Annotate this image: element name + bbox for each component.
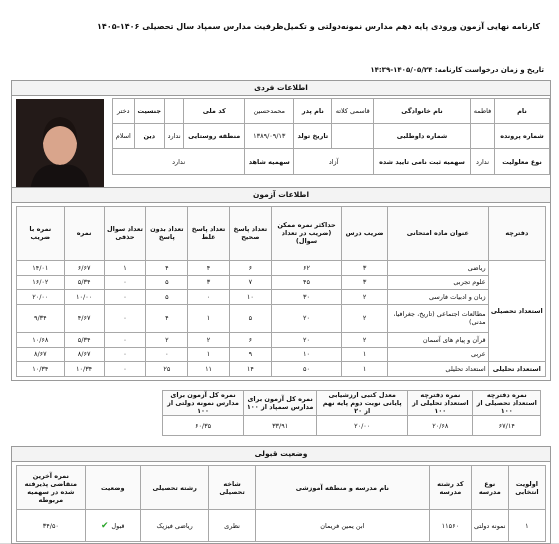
- exam-col-header: تعداد بدون پاسخ: [146, 207, 188, 261]
- admission-col-header: اولویت انتخابی: [508, 466, 545, 510]
- gender-label: جنسیت: [134, 99, 164, 124]
- exam-col-header: تعداد پاسخ صحیح: [229, 207, 271, 261]
- check-icon: ✔: [100, 520, 112, 531]
- exam-cell-max: ۲۰: [271, 332, 341, 347]
- exam-cell-coef: ۲: [342, 290, 388, 305]
- exam-col-header: نمره: [64, 207, 104, 261]
- admission-col-header: نوع مدرسه: [471, 466, 508, 510]
- report-title: کارنامه نهایی آزمون ورودی پایه دهم مدارس نمونه‌دولتی و تکمیل‌ظرفیت مدارس سمپاد سال تحصیلی ۱۴۰۶-۱۴۰۵: [97, 22, 540, 31]
- exam-cell-blank: ۵: [146, 290, 188, 305]
- exam-cell-blank: ۵: [146, 275, 188, 290]
- admission-header: وضعیت قبولی: [12, 447, 550, 462]
- exam-col-header: عنوان ماده امتحانی: [387, 207, 488, 261]
- exam-cell-score: ۶/۶۷: [64, 260, 104, 275]
- exam-cell-weighted: ۸/۶۷: [17, 347, 65, 362]
- exam-row: [17, 275, 546, 290]
- name-label: نام: [495, 99, 550, 124]
- exam-cell-subject: مطالعات اجتماعی (تاریخ، جغرافیا، مدنی): [387, 305, 488, 333]
- exam-row: [17, 332, 546, 347]
- exam-cell-max: ۳۰: [271, 290, 341, 305]
- exam-cell-correct: ۱۴: [229, 362, 271, 377]
- exam-cell-removed: ۰: [104, 332, 146, 347]
- exam-row: [17, 347, 546, 362]
- status-text: قبول: [111, 521, 125, 530]
- admission-col-header: نمره آخرین متقاضی پذیرفته شده در سهمیه مربوطه: [17, 466, 86, 510]
- martyr-value: ندارد: [113, 149, 245, 175]
- exam-cell-score: ۱۰/۳۴: [64, 362, 104, 377]
- exam-cell-score: ۵/۳۴: [64, 275, 104, 290]
- exam-cell-correct: ۶: [229, 332, 271, 347]
- exam-cell-subject: علوم تجربی: [387, 275, 488, 290]
- national-value: [164, 99, 183, 124]
- exam-cell-weighted: ۱۶/۰۲: [17, 275, 65, 290]
- summary-label: نمره کل آزمون برای مدارس سمپاد از ۱۰۰: [244, 391, 317, 416]
- exam-cell-removed: ۰: [104, 347, 146, 362]
- exam-table: [16, 206, 546, 377]
- admission-table: [16, 465, 546, 542]
- exam-cell-correct: ۹: [229, 347, 271, 362]
- personal-header: اطلاعات فردی: [12, 81, 550, 96]
- exam-row: [17, 290, 546, 305]
- admission-cell-priority: ۱: [508, 510, 545, 542]
- disability-label: نوع معلولیت: [495, 149, 550, 175]
- request-date: تاریخ و زمان درخواست کارنامه: ۱۴۰۵/۰۵/۲۴-۱۴:۳۹: [370, 66, 544, 74]
- exam-cell-subject: استعداد تحلیلی: [387, 362, 488, 377]
- summary-value: ۲۰/۰۰: [317, 416, 408, 436]
- admission-col-header: نام مدرسه و منطقه آموزشی: [255, 466, 429, 510]
- exam-header: اطلاعات آزمون: [12, 188, 550, 203]
- birth-label: تاریخ تولد: [294, 124, 332, 149]
- exam-cell-removed: ۱: [104, 260, 146, 275]
- admission-cell-last: ۳۴/۵۰: [17, 510, 86, 542]
- exam-cell-coef: ۲: [342, 332, 388, 347]
- summary-value: ۶۷/۱۴: [473, 416, 541, 436]
- family-value: قاسمی کلاته: [332, 99, 374, 124]
- exam-cell-coef: ۲: [342, 305, 388, 333]
- exam-cell-weighted: ۱۴/۰۱: [17, 260, 65, 275]
- admission-col-header: کد رشته مدرسه: [430, 466, 472, 510]
- region-label: منطقه روستایی: [184, 124, 245, 149]
- admission-section: [11, 446, 551, 544]
- applicant-label: شماره داوطلبی: [374, 124, 471, 149]
- exam-cell-blank: ۴: [146, 305, 188, 333]
- admission-cell-type: نمونه دولتی: [471, 510, 508, 542]
- father-value: محمدحسین: [245, 99, 294, 124]
- exam-cell-max: ۱۰: [271, 347, 341, 362]
- region-value: ندارد: [164, 124, 183, 149]
- admission-cell-field: ریاضی فیزیک: [140, 510, 209, 542]
- summary-label: نمره دفترچه استعداد تحصیلی از ۱۰۰: [473, 391, 541, 416]
- admission-cell-status: [85, 510, 140, 542]
- summary-label: نمره دفترچه استعداد تحلیلی از ۱۰۰: [408, 391, 473, 416]
- summary-label: نمره کل آزمون برای مدارس نمونه دولتی از ۱۰۰: [163, 391, 244, 416]
- exam-cell-wrong: ۰: [188, 290, 230, 305]
- exam-cell-subject: قرآن و پیام های آسمان: [387, 332, 488, 347]
- exam-cell-coef: ۱: [342, 362, 388, 377]
- admission-cell-branch: نظری: [209, 510, 255, 542]
- exam-cell-removed: ۰: [104, 305, 146, 333]
- name-value: فاطمه: [470, 99, 494, 124]
- exam-cell-correct: ۵: [229, 305, 271, 333]
- admission-col-header: رشته تحصیلی: [140, 466, 209, 510]
- exam-cell-blank: ۴: [146, 260, 188, 275]
- exam-col-header: تعداد سوال حذفی: [104, 207, 146, 261]
- martyr-label: سهمیه شاهد: [245, 149, 294, 175]
- exam-cell-weighted: ۹/۳۴: [17, 305, 65, 333]
- family-label: نام خانوادگی: [374, 99, 471, 124]
- exam-cell-max: ۲۰: [271, 305, 341, 333]
- exam-row: [17, 362, 546, 377]
- summary-value: ۲۰/۶۸: [408, 416, 473, 436]
- exam-cell-weighted: ۲۰/۰۰: [17, 290, 65, 305]
- exam-col-header: حداکثر نمره ممکن (ضریب در تعداد سوال): [271, 207, 341, 261]
- gender-value: دختر: [113, 99, 135, 124]
- reg-value: آزاد: [294, 149, 374, 175]
- national-label: کد ملی: [184, 99, 245, 124]
- exam-cell-wrong: ۴: [188, 260, 230, 275]
- exam-cell-wrong: ۱۱: [188, 362, 230, 377]
- birth-value: ۱۳۸۹/۰۹/۱۳: [245, 124, 294, 149]
- exam-cell-wrong: ۱: [188, 347, 230, 362]
- exam-col-header: تعداد پاسخ غلط: [188, 207, 230, 261]
- summary-table: [162, 390, 541, 436]
- applicant-value: [332, 124, 374, 149]
- exam-col-header: دفترچه: [488, 207, 545, 261]
- exam-cell-blank: ۲۵: [146, 362, 188, 377]
- exam-cell-score: ۸/۶۷: [64, 347, 104, 362]
- exam-cell-correct: ۷: [229, 275, 271, 290]
- personal-section: [11, 80, 551, 194]
- admission-cell-code: ۱۱۵۶۰: [430, 510, 472, 542]
- personal-table: [112, 98, 550, 175]
- exam-cell-blank: ۲: [146, 332, 188, 347]
- file-value: [470, 124, 494, 149]
- exam-cell-subject: عربی: [387, 347, 488, 362]
- exam-cell-wrong: ۲: [188, 332, 230, 347]
- exam-cell-max: ۶۲: [271, 260, 341, 275]
- admission-col-header: وضعیت: [85, 466, 140, 510]
- summary-label: معدل کتبی ارزشیابی پایانی نوبت دوم پایه نهم از ۲۰: [317, 391, 408, 416]
- exam-cell-coef: ۳: [342, 275, 388, 290]
- admission-col-header: شاخه تحصیلی: [209, 466, 255, 510]
- reg-label: سهمیه ثبت نامی تایید شده: [374, 149, 471, 175]
- religion-value: اسلام: [113, 124, 135, 149]
- exam-cell-max: ۴۵: [271, 275, 341, 290]
- exam-cell-score: ۴/۶۷: [64, 305, 104, 333]
- exam-cell-removed: ۰: [104, 290, 146, 305]
- exam-col-header: نمره با ضریب: [17, 207, 65, 261]
- exam-cell-subject: ریاضی: [387, 260, 488, 275]
- disability-value: ندارد: [470, 149, 494, 175]
- exam-cell-score: ۱۰/۰۰: [64, 290, 104, 305]
- religion-label: دین: [134, 124, 164, 149]
- student-photo: [16, 99, 104, 191]
- exam-cell-removed: ۰: [104, 362, 146, 377]
- exam-col-header: ضریب درس: [342, 207, 388, 261]
- exam-cell-blank: ۰: [146, 347, 188, 362]
- exam-row: [17, 260, 546, 275]
- summary-value: ۳۳/۹۱: [244, 416, 317, 436]
- exam-cell-coef: ۳: [342, 260, 388, 275]
- exam-cell-weighted: ۱۰/۶۸: [17, 332, 65, 347]
- exam-cell-score: ۵/۳۴: [64, 332, 104, 347]
- booklet-label: استعداد تحصیلی: [488, 260, 545, 361]
- summary-value: ۶۰/۳۵: [163, 416, 244, 436]
- exam-cell-max: ۵۰: [271, 362, 341, 377]
- exam-row: [17, 305, 546, 333]
- exam-cell-coef: ۱: [342, 347, 388, 362]
- booklet-label: استعداد تحلیلی: [488, 362, 545, 377]
- father-label: نام پدر: [294, 99, 332, 124]
- exam-cell-removed: ۰: [104, 275, 146, 290]
- exam-cell-subject: زبان و ادبیات فارسی: [387, 290, 488, 305]
- exam-cell-wrong: ۱: [188, 305, 230, 333]
- exam-cell-weighted: ۱۰/۳۴: [17, 362, 65, 377]
- exam-cell-correct: ۶: [229, 260, 271, 275]
- exam-cell-correct: ۱۰: [229, 290, 271, 305]
- exam-section: [11, 187, 551, 381]
- exam-cell-wrong: ۳: [188, 275, 230, 290]
- file-label: شماره پرونده: [495, 124, 550, 149]
- admission-cell-school: ابن یمین فریمان: [255, 510, 429, 542]
